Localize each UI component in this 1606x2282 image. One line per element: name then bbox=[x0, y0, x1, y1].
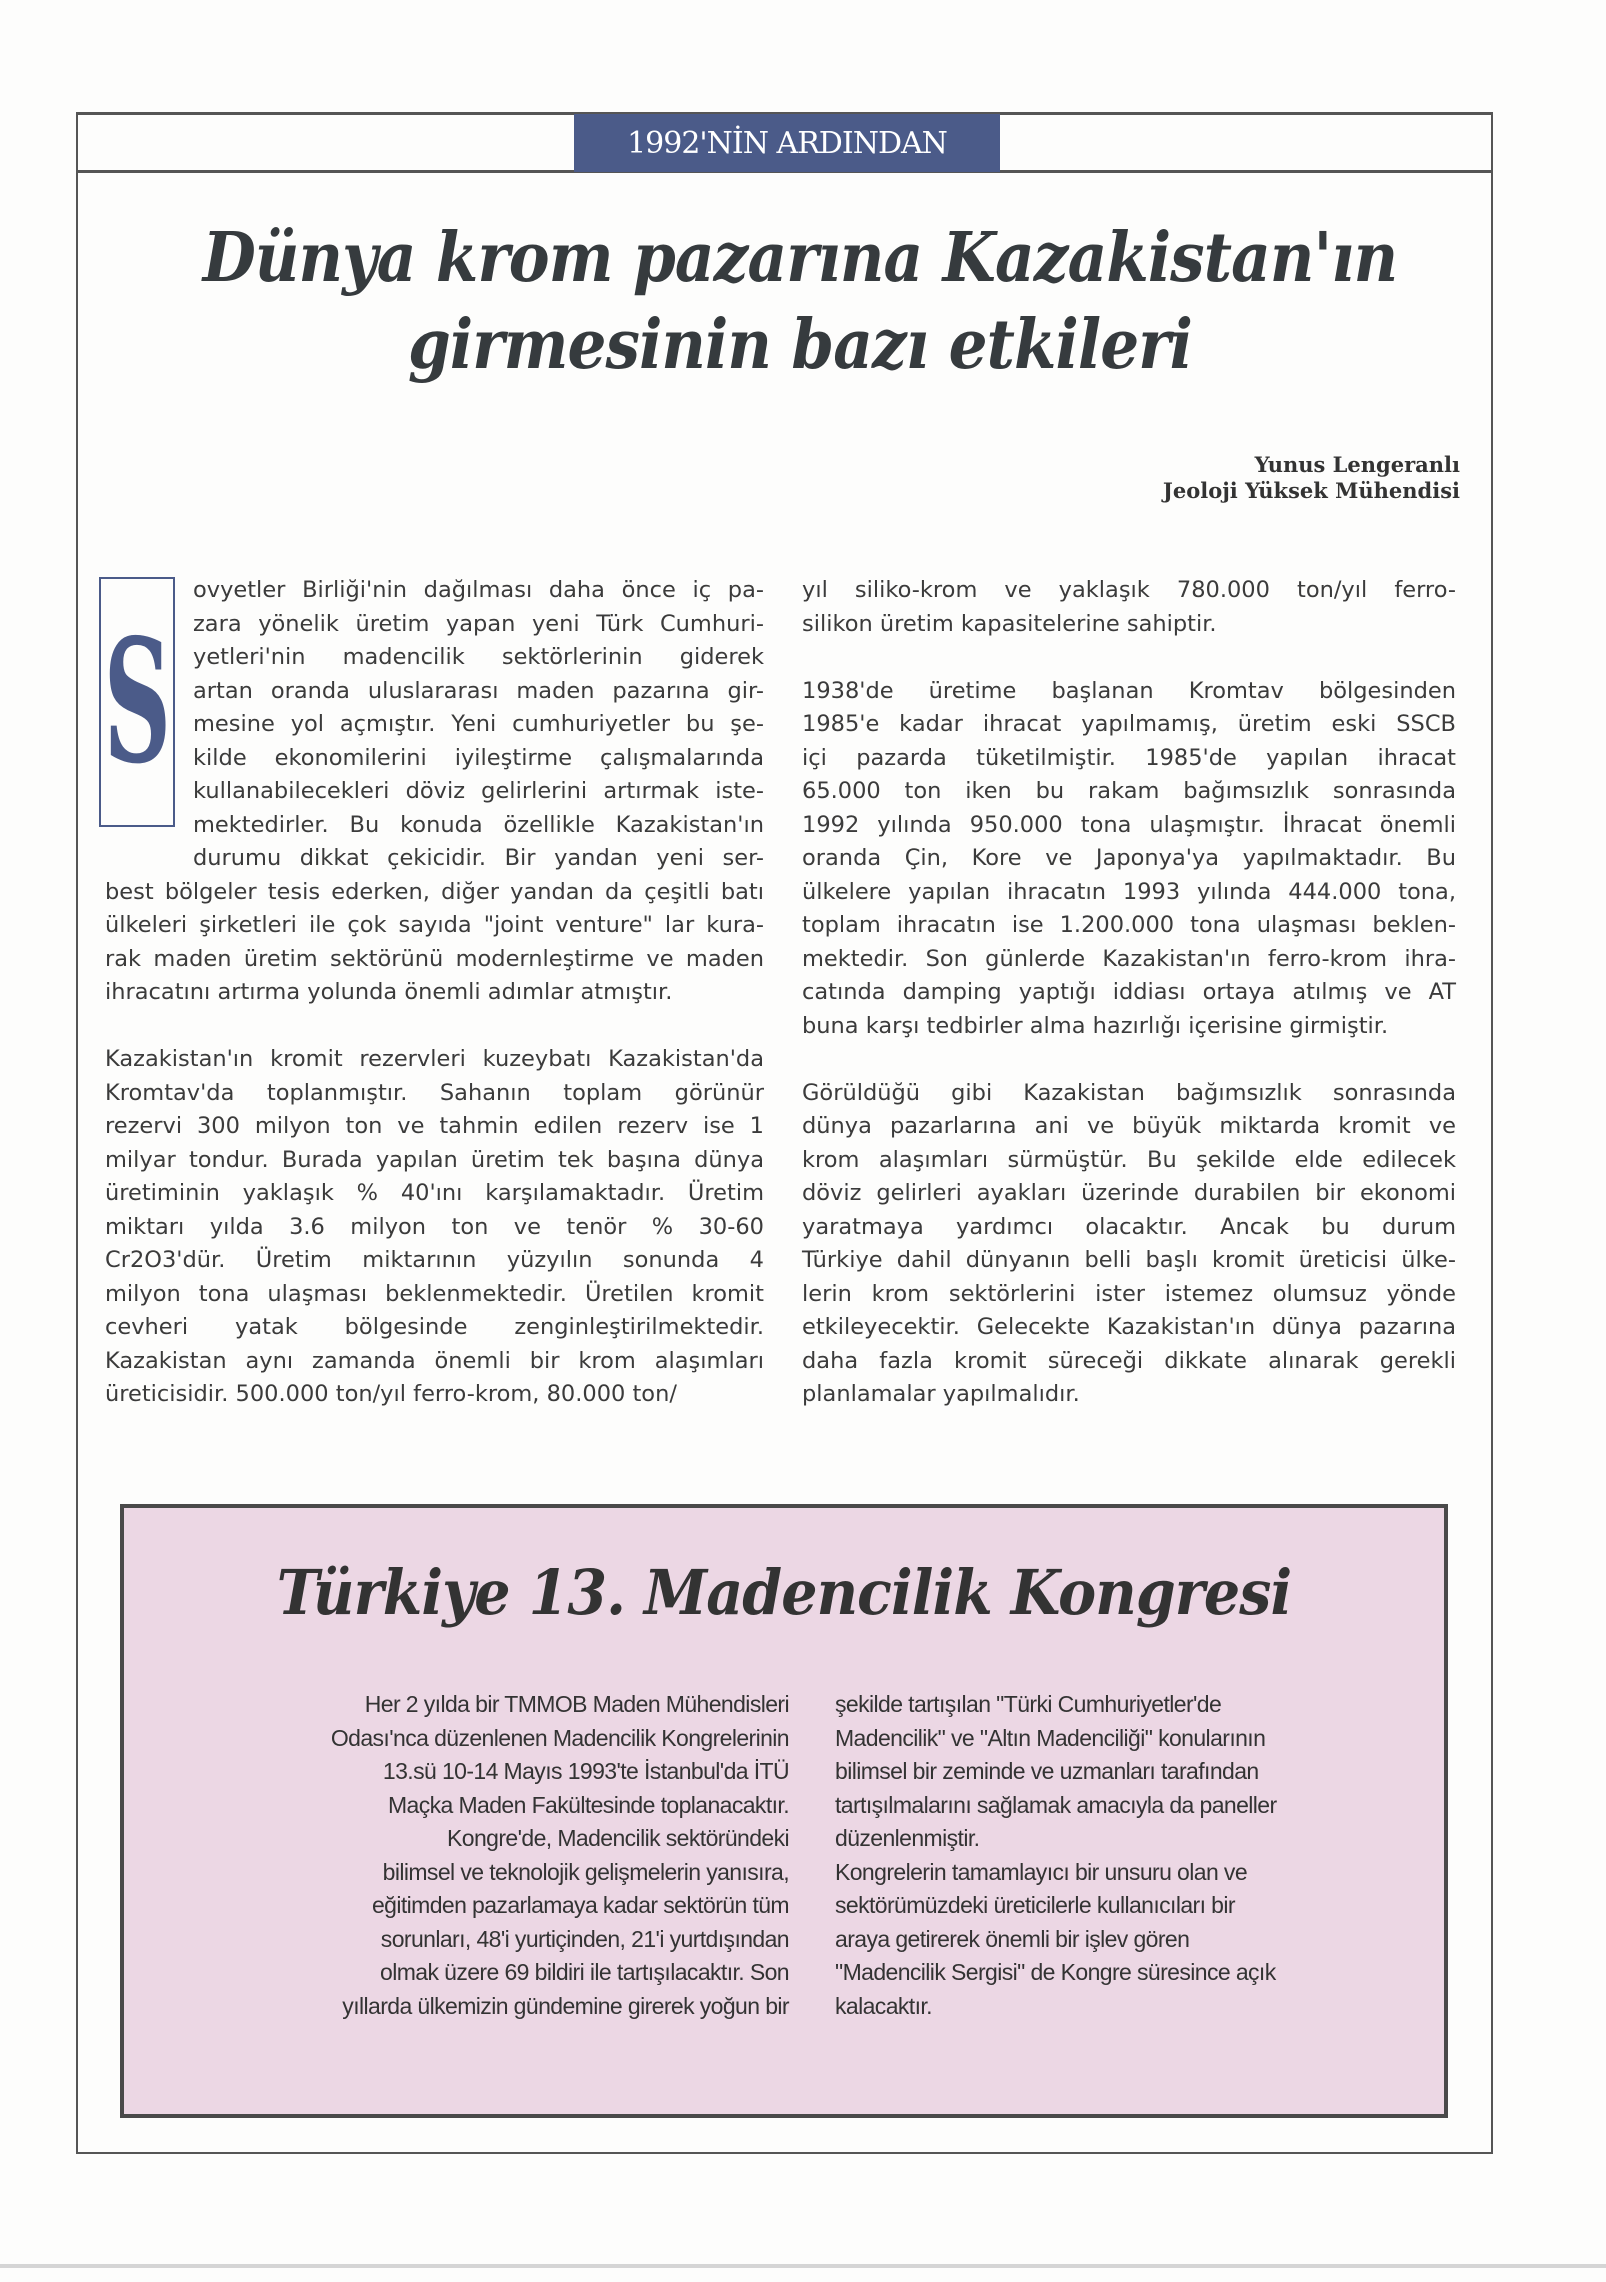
text-line: rak maden üretim sektörünü modernleştirme ve maden bbox=[105, 945, 764, 972]
text-line: best bölgeler tesis ederken, diğer yandan da çeşitli batı bbox=[105, 878, 764, 905]
announcement-line: sorunları, 48'i yurtiçinden, 21'i yurtdışından bbox=[380, 1925, 789, 1952]
text-line: milyon tona ulaşması beklenmektedir. Üretilen kromit bbox=[105, 1280, 764, 1307]
text-line: 1985'e kadar ihracat yapılmamış, üretim eski SSCB bbox=[802, 711, 1456, 737]
text-line: dünya pazarlarına ani ve büyük miktarda kromit ve bbox=[802, 1113, 1456, 1139]
announcement-box bbox=[120, 1504, 1448, 2118]
article-title-line-2: girmesinin bazı etkileri bbox=[408, 305, 1192, 385]
text-line: yaratmaya yardımcı olacaktır. Ancak bu durum bbox=[802, 1213, 1456, 1240]
text-line: yıl siliko-krom ve yaklaşık 780.000 ton/yıl ferro- bbox=[802, 577, 1456, 603]
text-line: miktarı yılda 3.6 milyon ton ve tenör % 30-60 bbox=[105, 1213, 764, 1240]
text-line: oranda Çin, Kore ve Japonya'ya yapılmaktadır. Bu bbox=[802, 845, 1456, 871]
text-line: Görüldüğü gibi Kazakistan bağımsızlık sonrasında bbox=[802, 1079, 1456, 1106]
announcement-line: Her 2 yılda bir TMMOB Maden Mühendisleri bbox=[364, 1691, 789, 1717]
article-title-line-1: Dünya krom pazarına Kazakistan'ın bbox=[202, 218, 1398, 298]
text-line: ülkeleri şirketleri ile çok sayıda "joint venture" lar kura- bbox=[105, 912, 764, 938]
announcement-left-column bbox=[331, 1688, 789, 2023]
announcement-line: Odası'nca düzenlenen Madencilik Kongrelerinin bbox=[330, 1724, 789, 1751]
text-line: ihracatını artırma yolunda önemli adımlar atmıştır. bbox=[105, 979, 673, 1005]
text-line: lerin krom sektörlerini ister istemez olumsuz yönde bbox=[802, 1280, 1456, 1307]
announcement-line: şekilde tartışılan "Türki Cumhuriyetler'de bbox=[835, 1691, 1222, 1717]
announcement-line: bilimsel bir zeminde ve uzmanları tarafından bbox=[835, 1758, 1259, 1784]
announcement-line: düzenlenmiştir. bbox=[835, 1825, 980, 1851]
right-column bbox=[802, 574, 1456, 1412]
announcement-right-column bbox=[835, 1688, 1277, 2023]
announcement-line: Kongrelerin tamamlayıcı bir unsuru olan ve bbox=[835, 1858, 1248, 1885]
author-role: Jeoloji Yüksek Mühendisi bbox=[1162, 478, 1460, 503]
text-line: üretiminin yaklaşık % 40'ını karşılamaktadır. Üretim bbox=[105, 1180, 764, 1206]
text-line: mektedirler. Bu konuda özellikle Kazakistan'ın bbox=[193, 811, 764, 838]
scan-edge-rule bbox=[0, 2264, 1606, 2268]
left-column bbox=[105, 574, 764, 1412]
text-line: durumu dikkat çekicidir. Bir yandan yeni ser- bbox=[193, 845, 764, 871]
announcement-line: 13.sü 10-14 Mayıs 1993'te İstanbul'da İTÜ bbox=[382, 1758, 789, 1784]
paragraph-gap bbox=[802, 1043, 1456, 1077]
text-line: mesine yol açmıştır. Yeni cumhuriyetler bu şe- bbox=[193, 711, 764, 737]
text-line: ülkelere yapılan ihracatın 1993 yılında 444.000 tona, bbox=[802, 878, 1456, 905]
author-name: Yunus Lengeranlı bbox=[1254, 452, 1460, 477]
announcement-line: eğitimden pazarlamaya kadar sektörün tüm bbox=[371, 1892, 789, 1918]
text-line: milyar tondur. Burada yapılan üretim tek başına dünya bbox=[105, 1146, 764, 1173]
text-line: krom alaşımları sürmüştür. Bu şekilde elde edilecek bbox=[802, 1146, 1456, 1173]
text-line: Kazakistan aynı zamanda önemli bir krom alaşımları bbox=[105, 1347, 764, 1374]
text-line: kullanabilecekleri döviz gelirlerini artırmak iste- bbox=[193, 778, 764, 804]
text-line: buna karşı tedbirler alma hazırlığı içerisine girmiştir. bbox=[802, 1012, 1389, 1039]
text-line: rezervi 300 milyon ton ve tahmin edilen rezerv ise 1 bbox=[105, 1113, 764, 1139]
announcement-line: sektörümüzdeki üreticilerle kullanıcıları bir bbox=[835, 1892, 1235, 1918]
text-line: üreticisidir. 500.000 ton/yıl ferro-krom, 80.000 ton/ bbox=[105, 1381, 677, 1407]
announcement-line: Maçka Maden Fakültesinde toplanacaktır. bbox=[387, 1791, 789, 1818]
text-line: mektedir. Son günlerde Kazakistan'ın ferro-krom ihra- bbox=[802, 945, 1456, 972]
text-line: planlamalar yapılmalıdır. bbox=[802, 1381, 1080, 1407]
paragraph-gap bbox=[802, 641, 1456, 675]
text-line: içi pazarda tüketilmiştir. 1985'de yapılan ihracat bbox=[802, 744, 1456, 771]
text-line: zara yönelik üretim yapan yeni Türk Cumhuri- bbox=[193, 610, 764, 637]
text-line: toplam ihracatın ise 1.200.000 tona ulaşması beklen- bbox=[802, 912, 1456, 938]
text-line: yetleri'nin madencilik sektörlerinin giderek bbox=[193, 644, 764, 670]
text-line: silikon üretim kapasitelerine sahiptir. bbox=[802, 610, 1217, 637]
announcement-line: kalacaktır. bbox=[835, 1992, 932, 2019]
text-line: Kazakistan'ın kromit rezervleri kuzeybatı Kazakistan'da bbox=[105, 1046, 764, 1072]
text-line: ovyetler Birliği'nin dağılması daha önce iç pa- bbox=[193, 577, 764, 603]
text-line: kilde ekonomilerini iyileştirme çalışmalarında bbox=[193, 744, 764, 771]
announcement-line: tartışılmalarını sağlamak amacıyla da paneller bbox=[835, 1791, 1277, 1818]
announcement-line: bilimsel ve teknolojik gelişmelerin yanısıra, bbox=[382, 1858, 789, 1885]
announcement-line: Madencilik" ve "Altın Madenciliği" konularının bbox=[835, 1724, 1266, 1751]
announcement-title: Türkiye 13. Madencilik Kongresi bbox=[276, 1556, 1292, 1629]
text-line: catında damping yaptığı iddiası ortaya atılmış ve AT bbox=[802, 979, 1456, 1005]
text-line: döviz gelirleri ayakları üzerinde durabilen bir ekonomi bbox=[802, 1180, 1456, 1206]
section-tag: 1992'NİN ARDINDAN bbox=[574, 114, 1000, 172]
text-line: cevheri yatak bölgesinde zenginleştirilmektedir. bbox=[105, 1314, 764, 1340]
announcement-line: olmak üzere 69 bildiri ile tartışılacaktır. Son bbox=[380, 1959, 789, 1985]
text-line: Kromtav'da toplanmıştır. Sahanın toplam görünür bbox=[105, 1079, 764, 1106]
paragraph-gap bbox=[105, 1010, 764, 1044]
text-line: Türkiye dahil dünyanın belli başlı kromit üreticisi ülke- bbox=[802, 1247, 1456, 1273]
announcement-line: Kongre'de, Madencilik sektöründeki bbox=[447, 1825, 789, 1851]
text-line: etkileyecektir. Gelecekte Kazakistan'ın dünya pazarına bbox=[802, 1314, 1456, 1340]
text-line: 65.000 ton iken bu rakam bağımsızlık sonrasında bbox=[802, 778, 1456, 804]
text-line: 1992 yılında 950.000 tona ulaşmıştır. İhracat önemli bbox=[802, 811, 1456, 838]
text-line: daha fazla kromit süreceği dikkate alınarak gerekli bbox=[802, 1347, 1456, 1374]
announcement-line: araya getirerek önemli bir işlev gören bbox=[835, 1925, 1190, 1952]
text-line: 1938'de üretime başlanan Kromtav bölgesinden bbox=[802, 677, 1456, 704]
drop-cap-letter: S bbox=[103, 602, 171, 802]
text-line: Cr2O3'dür. Üretim miktarının yüzyılın sonunda 4 bbox=[105, 1247, 764, 1273]
text-line: artan oranda uluslararası maden pazarına gir- bbox=[193, 677, 764, 704]
announcement-line: "Madencilik Sergisi" de Kongre süresince açık bbox=[835, 1959, 1276, 1985]
announcement-line: yıllarda ülkemizin gündemine girerek yoğun bir bbox=[342, 1992, 789, 2019]
